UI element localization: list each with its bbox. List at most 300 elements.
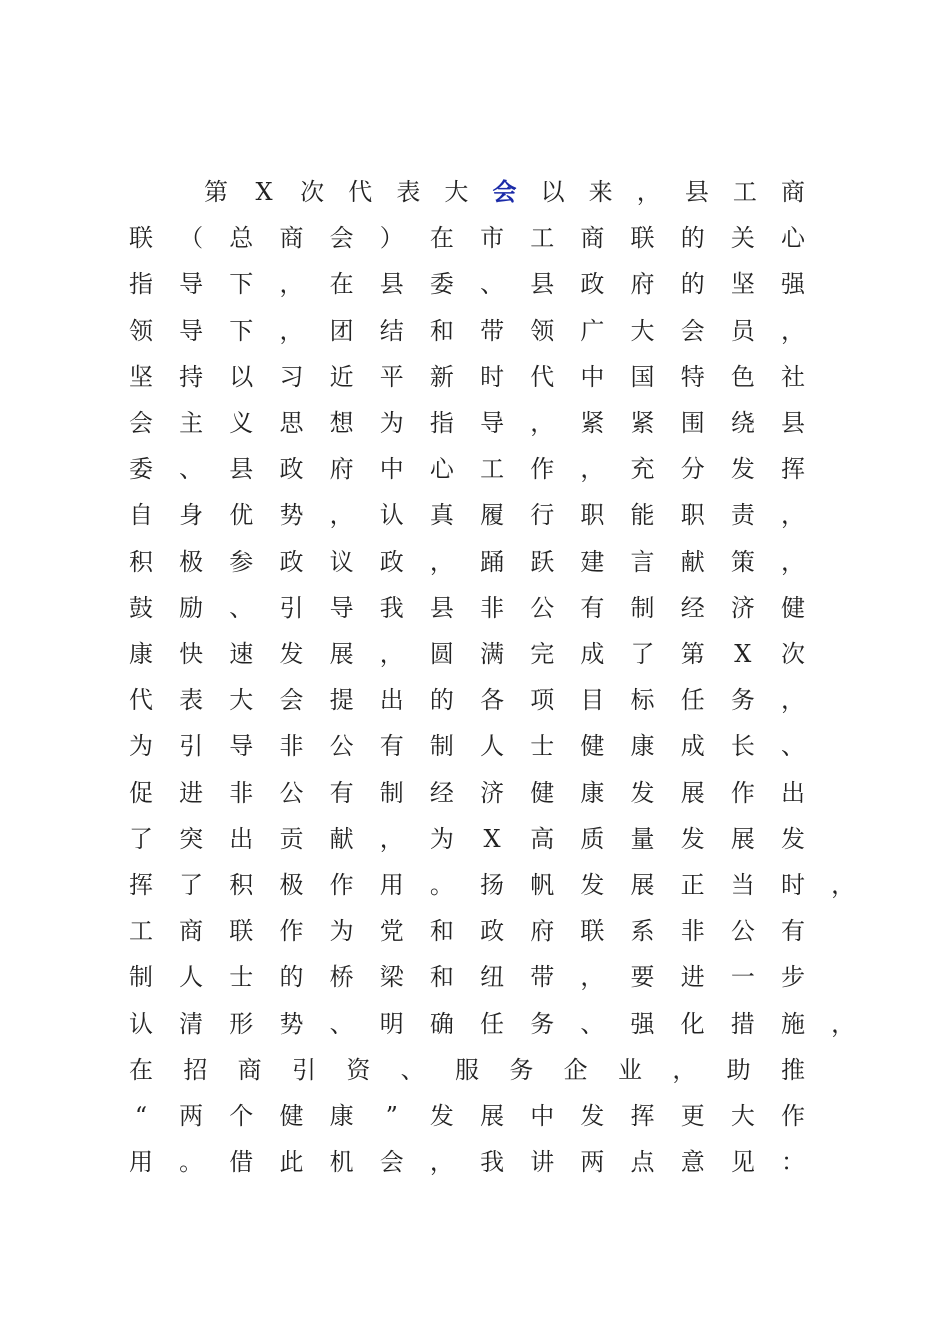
text-char: 势 <box>279 1009 304 1038</box>
text-char: 、 <box>580 1009 605 1038</box>
text-char: 商 <box>237 1055 262 1084</box>
text-char: 政 <box>379 547 404 576</box>
text-char: 意 <box>680 1148 705 1177</box>
text-char: 作 <box>329 871 354 899</box>
text-char: 来 <box>588 178 613 206</box>
text-char: 联 <box>129 224 153 253</box>
text-char: 机 <box>329 1148 354 1177</box>
text-line <box>0 269 950 315</box>
text-char: 在 <box>129 1055 153 1084</box>
text-char: 导 <box>480 409 505 437</box>
text-char: 心 <box>781 224 805 253</box>
text-char: 化 <box>680 1009 705 1038</box>
text-char: 工 <box>129 917 153 946</box>
text-line <box>0 223 950 269</box>
text-char: ， <box>831 1009 856 1038</box>
text-char: 了 <box>179 871 204 899</box>
text-char: 在 <box>329 270 354 299</box>
text-char: 健 <box>580 732 605 761</box>
text-char: 有 <box>329 778 354 807</box>
text-char: 发 <box>680 824 705 853</box>
text-char: 务 <box>509 1055 534 1084</box>
text-char: 认 <box>379 501 404 530</box>
text-char: 发 <box>580 1102 605 1130</box>
text-char: 联 <box>580 917 605 946</box>
text-char: 健 <box>279 1102 304 1130</box>
text-char: 桥 <box>329 963 354 992</box>
text-char: 纽 <box>480 963 505 992</box>
text-line <box>0 500 950 546</box>
text-char: 在 <box>429 224 454 253</box>
text-char: 济 <box>480 778 505 807</box>
text-char: 出 <box>229 824 254 853</box>
text-char: 党 <box>379 917 404 946</box>
text-char: 非 <box>229 778 254 807</box>
text-char: 有 <box>781 917 805 946</box>
text-char: 制 <box>379 778 404 807</box>
text-char: 会 <box>279 686 304 715</box>
text-char: 参 <box>229 547 254 576</box>
text-char: 康 <box>329 1102 354 1130</box>
text-char: 建 <box>580 547 605 576</box>
text-char: 积 <box>229 871 254 899</box>
text-char: 商 <box>781 178 805 206</box>
text-char: 主 <box>179 409 204 437</box>
text-char: 策 <box>730 547 755 576</box>
text-char: 讲 <box>530 1148 555 1177</box>
text-char: 中 <box>530 1102 555 1130</box>
text-line <box>0 685 950 731</box>
text-char: 广 <box>580 316 605 345</box>
text-char: 平 <box>379 362 404 391</box>
text-char: 中 <box>379 455 404 484</box>
text-char: ， <box>636 178 661 206</box>
text-char: 会 <box>492 177 517 206</box>
text-char: 贡 <box>279 824 304 853</box>
text-char: 习 <box>279 362 304 391</box>
text-char: 健 <box>530 778 555 807</box>
text-char: 色 <box>730 362 755 391</box>
text-char: 清 <box>179 1009 204 1038</box>
text-char: 和 <box>429 917 454 946</box>
text-char: 以 <box>540 178 565 206</box>
text-char: 第 <box>204 178 228 206</box>
text-char: 公 <box>730 917 755 946</box>
text-char: 团 <box>329 316 354 345</box>
text-char: 时 <box>780 871 805 899</box>
text-char: 企 <box>563 1055 588 1084</box>
text-char: 献 <box>329 824 354 853</box>
text-char: ， <box>831 871 856 899</box>
text-char: 次 <box>300 178 325 206</box>
text-char: 市 <box>480 224 505 253</box>
text-char: 步 <box>781 963 805 992</box>
text-char: 圆 <box>429 640 454 668</box>
text-line <box>0 547 950 593</box>
text-char: 业 <box>618 1055 642 1084</box>
text-char: 见 <box>730 1148 755 1177</box>
text-char: 极 <box>279 871 304 899</box>
text-char: ： <box>781 1148 805 1177</box>
text-char: 会 <box>680 316 705 345</box>
text-char: ， <box>379 824 404 853</box>
text-char: ， <box>429 547 454 576</box>
text-char: 自 <box>129 501 153 530</box>
text-char: 为 <box>329 917 354 946</box>
text-char: 公 <box>279 778 304 807</box>
text-line <box>0 408 950 454</box>
text-char: 形 <box>229 1009 254 1038</box>
text-char: 表 <box>179 686 204 715</box>
text-char: 紧 <box>630 409 655 437</box>
text-char: 务 <box>530 1009 555 1038</box>
text-char: 围 <box>680 409 705 437</box>
text-char: 表 <box>396 178 421 206</box>
text-char: 扬 <box>480 871 505 899</box>
text-char: ， <box>530 409 555 437</box>
text-char: 康 <box>630 732 655 761</box>
text-char: 措 <box>730 1009 755 1038</box>
text-char: 导 <box>179 270 204 299</box>
text-char: 促 <box>129 778 153 807</box>
text-char: 跃 <box>530 547 555 576</box>
text-char: 招 <box>183 1055 208 1084</box>
text-char: 结 <box>379 316 404 345</box>
text-char: 长 <box>730 732 755 761</box>
text-char: 言 <box>630 547 655 576</box>
text-char: 联 <box>630 224 655 253</box>
text-char: 健 <box>781 593 805 622</box>
text-char: 非 <box>279 732 304 761</box>
text-char: 个 <box>229 1102 254 1130</box>
text-char: 代 <box>129 686 153 715</box>
text-char: 献 <box>680 547 705 576</box>
text-char: 指 <box>429 409 454 437</box>
text-char: 要 <box>630 963 655 992</box>
text-char: 了 <box>630 640 655 668</box>
text-char: 、 <box>329 1009 354 1038</box>
text-char: 会 <box>379 1148 404 1177</box>
text-char: ， <box>781 686 805 715</box>
text-char: 优 <box>229 501 254 530</box>
text-char: 。 <box>179 1148 204 1177</box>
text-char: 作 <box>279 917 304 946</box>
text-char: 县 <box>781 409 805 437</box>
text-char: 绕 <box>730 409 755 437</box>
text-char: 工 <box>480 455 505 484</box>
text-char: 助 <box>726 1055 751 1084</box>
text-char: 总 <box>229 224 254 253</box>
text-char: 思 <box>279 409 304 437</box>
text-char: 真 <box>429 501 454 530</box>
text-char: 持 <box>179 362 204 391</box>
text-char: 能 <box>630 501 655 530</box>
text-char: 推 <box>781 1055 805 1084</box>
text-char: 大 <box>444 178 469 206</box>
text-char: ） <box>379 224 404 253</box>
text-char: 励 <box>179 593 204 622</box>
text-char: 身 <box>179 501 204 530</box>
text-char: 商 <box>580 224 605 253</box>
text-char: 康 <box>129 640 153 668</box>
text-char: 积 <box>129 547 153 576</box>
text-char: 梁 <box>379 963 404 992</box>
text-line <box>0 870 950 916</box>
text-char: 国 <box>630 362 655 391</box>
text-char: 发 <box>630 778 655 807</box>
text-char: 联 <box>229 917 254 946</box>
text-char: 大 <box>229 686 254 715</box>
text-char: 、 <box>781 732 805 761</box>
text-char: ， <box>781 316 805 345</box>
text-char: 展 <box>730 824 755 853</box>
text-char: 经 <box>429 778 454 807</box>
text-char: 政 <box>279 455 304 484</box>
text-char: ， <box>429 1148 454 1177</box>
text-char: 商 <box>279 224 304 253</box>
text-char: 一 <box>730 963 755 992</box>
text-char: 公 <box>329 732 354 761</box>
text-line <box>0 1055 950 1101</box>
text-char: （ <box>179 224 204 253</box>
text-char: 分 <box>680 455 705 484</box>
text-char: ， <box>329 501 354 530</box>
text-line <box>0 916 950 962</box>
text-char: ， <box>781 501 805 530</box>
text-char: 义 <box>229 409 254 437</box>
text-char: 县 <box>429 593 454 622</box>
text-char: 制 <box>630 593 655 622</box>
text-char: 职 <box>580 501 605 530</box>
text-char: 认 <box>129 1009 153 1038</box>
text-char: 大 <box>730 1102 755 1130</box>
text-char: 质 <box>580 824 605 853</box>
text-line <box>0 1009 950 1055</box>
text-char: X <box>255 178 273 206</box>
text-char: 县 <box>229 455 254 484</box>
text-char: 县 <box>684 178 709 206</box>
text-char: 为 <box>129 732 153 761</box>
text-char: ， <box>580 963 605 992</box>
text-line <box>0 824 950 870</box>
text-char: ， <box>279 316 304 345</box>
text-char: 挥 <box>129 871 153 899</box>
text-char: 资 <box>346 1055 371 1084</box>
text-char: 系 <box>630 917 655 946</box>
text-char: 两 <box>580 1148 605 1177</box>
text-char: 、 <box>480 270 505 299</box>
text-char: 府 <box>329 455 354 484</box>
text-char: X <box>483 824 501 853</box>
text-line <box>0 731 950 777</box>
text-char: 济 <box>730 593 755 622</box>
text-char: 近 <box>329 362 354 391</box>
text-char: 时 <box>480 362 505 391</box>
text-line <box>0 454 950 500</box>
text-char: ， <box>379 640 404 668</box>
text-char: 履 <box>480 501 505 530</box>
text-char: 和 <box>429 963 454 992</box>
text-char: 速 <box>229 640 254 668</box>
text-char: 委 <box>429 270 454 299</box>
text-char: 制 <box>129 963 153 992</box>
text-char: 人 <box>480 732 505 761</box>
text-char: 导 <box>229 732 254 761</box>
text-line <box>0 962 950 1008</box>
text-char: 、 <box>400 1055 425 1084</box>
text-char: 出 <box>781 778 805 807</box>
text-char: 第 <box>680 640 705 668</box>
text-char: 高 <box>530 824 555 853</box>
text-char: 关 <box>730 224 755 253</box>
text-char: 我 <box>379 593 404 622</box>
text-line <box>0 1147 950 1193</box>
text-char: 县 <box>379 270 404 299</box>
text-char: 和 <box>429 316 454 345</box>
text-char: 下 <box>229 316 254 345</box>
text-char: 充 <box>630 455 655 484</box>
text-char: 点 <box>630 1148 655 1177</box>
text-char: 务 <box>730 686 755 715</box>
text-char: 士 <box>229 963 254 992</box>
text-char: 踊 <box>480 547 505 576</box>
text-char: 出 <box>379 686 404 715</box>
text-char: 有 <box>580 593 605 622</box>
text-char: 了 <box>129 824 153 853</box>
text-char: 指 <box>129 270 153 299</box>
text-char: 进 <box>680 963 705 992</box>
text-char: 的 <box>279 963 304 992</box>
text-char: 政 <box>480 917 505 946</box>
text-char: 项 <box>530 686 555 715</box>
text-char: 大 <box>630 316 655 345</box>
text-char: 经 <box>680 593 705 622</box>
text-char: 行 <box>530 501 555 530</box>
text-line <box>0 778 950 824</box>
text-char: 展 <box>680 778 705 807</box>
text-char: 代 <box>348 178 373 206</box>
text-line <box>0 362 950 408</box>
text-char: ” <box>385 1102 398 1130</box>
text-char: ， <box>672 1055 697 1084</box>
text-char: 的 <box>429 686 454 715</box>
text-char: 员 <box>730 316 755 345</box>
text-char: 发 <box>580 871 605 899</box>
text-char: 职 <box>680 501 705 530</box>
text-char: 领 <box>129 316 153 345</box>
text-char: 、 <box>229 593 254 622</box>
text-char: 人 <box>179 963 204 992</box>
text-char: 展 <box>480 1102 505 1130</box>
text-char: 任 <box>680 686 705 715</box>
text-char: 导 <box>179 316 204 345</box>
text-char: 展 <box>630 871 655 899</box>
text-char: 此 <box>279 1148 304 1177</box>
text-char: 强 <box>781 270 805 299</box>
text-line <box>0 1101 950 1147</box>
text-char: 施 <box>780 1009 805 1038</box>
text-char: 非 <box>480 593 505 622</box>
text-char: 社 <box>781 362 805 391</box>
text-char: 议 <box>329 547 354 576</box>
text-char: 带 <box>530 963 555 992</box>
text-char: 坚 <box>730 270 755 299</box>
text-char: 公 <box>530 593 555 622</box>
text-char: 提 <box>329 686 354 715</box>
text-char: 展 <box>329 640 354 668</box>
text-char: 当 <box>730 871 755 899</box>
text-char: 引 <box>179 732 204 761</box>
text-char: 中 <box>580 362 605 391</box>
text-char: 士 <box>530 732 555 761</box>
text-char: 引 <box>292 1055 316 1084</box>
text-char: 用 <box>379 871 404 899</box>
text-char: 成 <box>680 732 705 761</box>
text-char: 想 <box>329 409 354 437</box>
text-char: 势 <box>279 501 304 530</box>
text-char: 引 <box>279 593 304 622</box>
text-char: 非 <box>680 917 705 946</box>
text-char: 的 <box>680 270 705 299</box>
text-char: 我 <box>480 1148 505 1177</box>
text-char: 的 <box>680 224 705 253</box>
text-char: 特 <box>680 362 705 391</box>
text-char: 发 <box>781 824 805 853</box>
text-char: 确 <box>429 1009 454 1038</box>
text-char: 服 <box>455 1055 479 1084</box>
text-char: 快 <box>179 640 204 668</box>
text-char: 商 <box>179 917 204 946</box>
text-line <box>0 639 950 685</box>
text-char: 突 <box>179 824 204 853</box>
text-char: “ <box>134 1102 148 1130</box>
text-char: 县 <box>530 270 555 299</box>
text-char: 下 <box>229 270 254 299</box>
text-char: 紧 <box>580 409 605 437</box>
text-char: 用 <box>129 1148 153 1177</box>
text-char: 导 <box>329 593 354 622</box>
text-char: 成 <box>580 640 605 668</box>
text-char: 有 <box>379 732 404 761</box>
text-char: 标 <box>630 686 655 715</box>
text-char: 领 <box>530 316 555 345</box>
text-char: ， <box>781 547 805 576</box>
text-char: 府 <box>530 917 555 946</box>
text-char: X <box>734 640 752 668</box>
text-char: 制 <box>429 732 454 761</box>
text-char: 为 <box>379 409 404 437</box>
text-char: 带 <box>480 316 505 345</box>
text-char: ， <box>279 270 304 299</box>
text-char: 为 <box>429 824 454 853</box>
text-char: 强 <box>630 1009 655 1038</box>
text-char: 鼓 <box>129 593 153 622</box>
text-char: 代 <box>530 362 555 391</box>
text-char: 明 <box>379 1009 404 1038</box>
text-char: 工 <box>530 224 555 253</box>
text-line <box>0 593 950 639</box>
text-char: 任 <box>480 1009 505 1038</box>
text-char: 各 <box>480 686 505 715</box>
text-char: 坚 <box>129 362 153 391</box>
text-char: 量 <box>630 824 655 853</box>
text-line <box>0 316 950 362</box>
text-char: 发 <box>429 1102 454 1130</box>
text-char: 政 <box>580 270 605 299</box>
text-char: 作 <box>730 778 755 807</box>
text-char: 责 <box>730 501 755 530</box>
text-char: 、 <box>179 455 204 484</box>
